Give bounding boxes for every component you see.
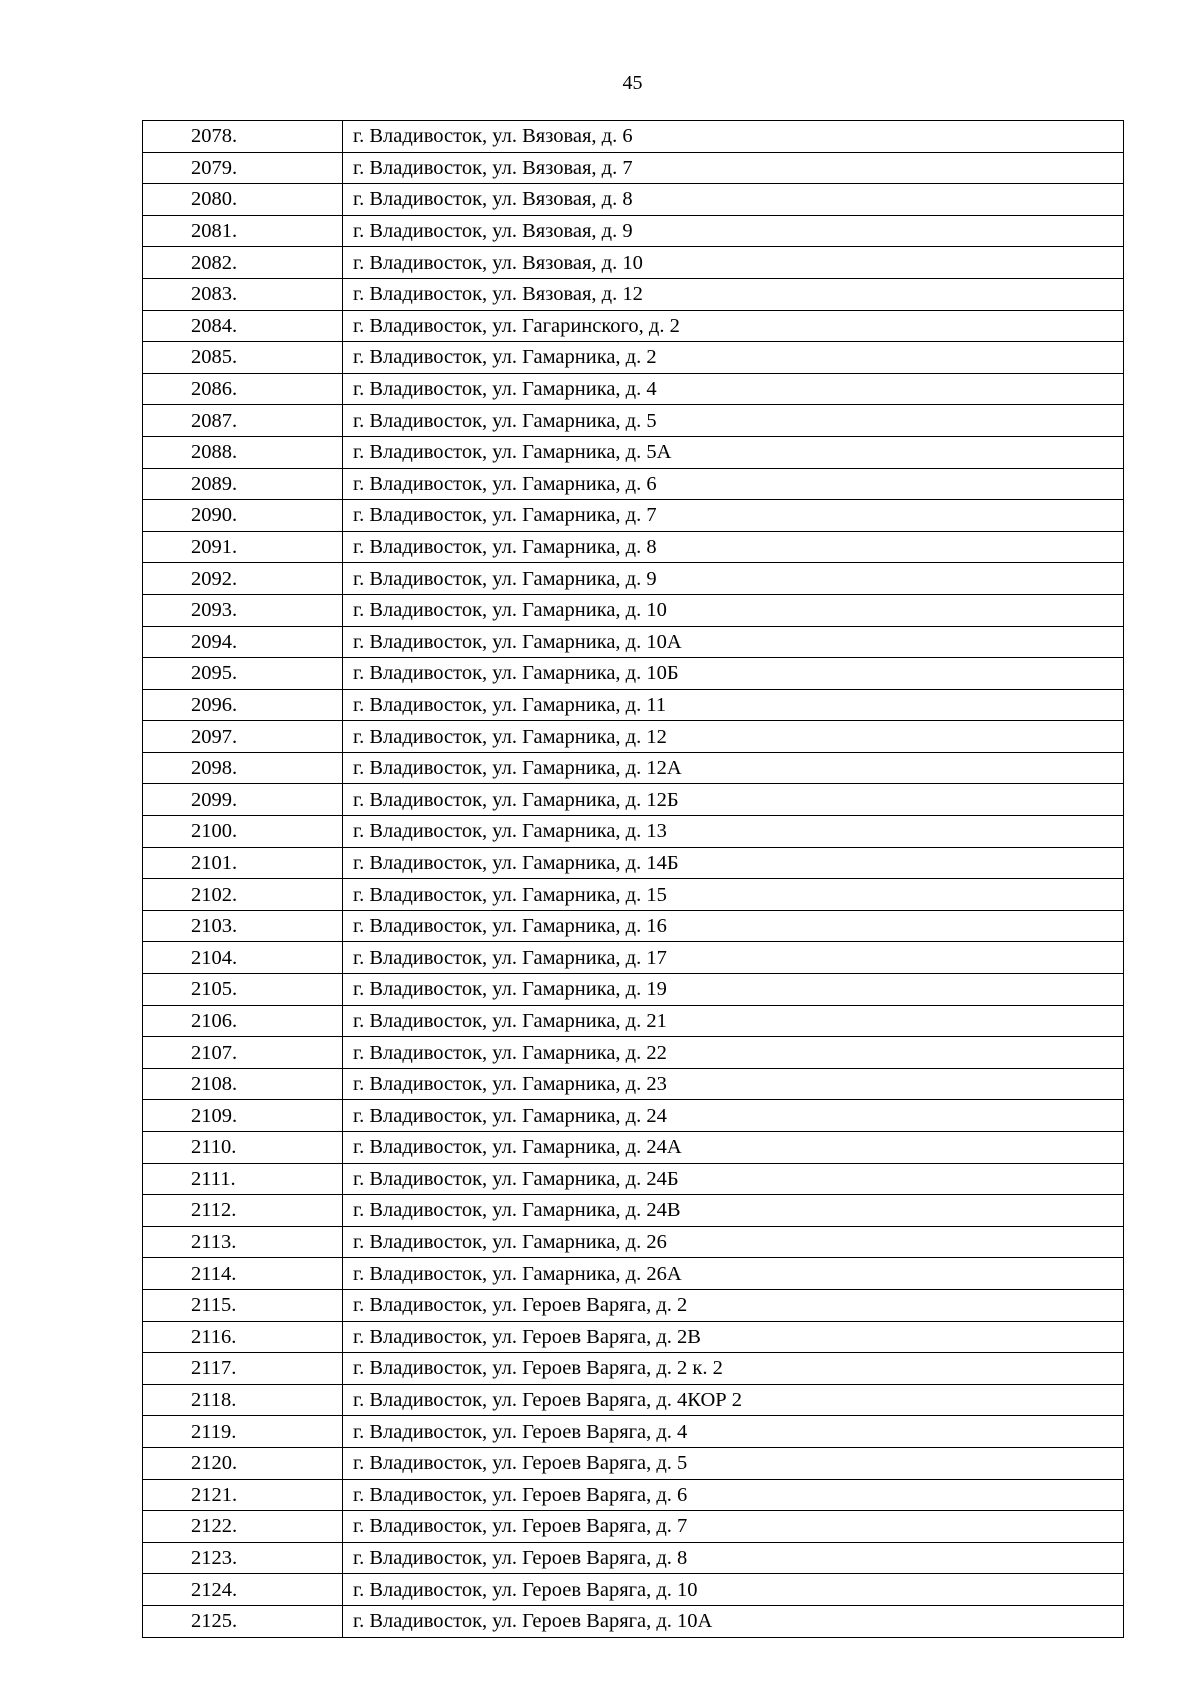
table-row [143,184,1124,216]
row-address: г. Владивосток, ул. Героев Варяга, д. 5 [343,1447,1124,1479]
row-number: 2083. [143,278,343,310]
table-row [143,1321,1124,1353]
row-number: 2105. [143,974,343,1006]
row-number: 2115. [143,1289,343,1321]
table-row [143,1289,1124,1321]
table-row [143,879,1124,911]
row-number: 2091. [143,531,343,563]
row-number: 2123. [143,1542,343,1574]
row-number: 2120. [143,1447,343,1479]
row-address: г. Владивосток, ул. Гамарника, д. 23 [343,1068,1124,1100]
row-number: 2107. [143,1037,343,1069]
table-row [143,342,1124,374]
row-number: 2079. [143,152,343,184]
table-row [143,278,1124,310]
row-address: г. Владивосток, ул. Гамарника, д. 24А [343,1132,1124,1164]
table-row [143,847,1124,879]
row-number: 2124. [143,1574,343,1606]
row-number: 2102. [143,879,343,911]
table-row [143,310,1124,342]
table-row [143,784,1124,816]
row-number: 2081. [143,215,343,247]
row-number: 2114. [143,1258,343,1290]
row-address: г. Владивосток, ул. Гамарника, д. 8 [343,531,1124,563]
table-row [143,1226,1124,1258]
row-address: г. Владивосток, ул. Героев Варяга, д. 2В [343,1321,1124,1353]
row-number: 2086. [143,373,343,405]
table-row [143,531,1124,563]
row-address: г. Владивосток, ул. Гамарника, д. 2 [343,342,1124,374]
table-row [143,594,1124,626]
table-row [143,373,1124,405]
table-row [143,942,1124,974]
row-address: г. Владивосток, ул. Гамарника, д. 10Б [343,658,1124,690]
row-address: г. Владивосток, ул. Гамарника, д. 26А [343,1258,1124,1290]
row-number: 2109. [143,1100,343,1132]
row-address: г. Владивосток, ул. Героев Варяга, д. 6 [343,1479,1124,1511]
table-row [143,436,1124,468]
table-row [143,816,1124,848]
table-row [143,974,1124,1006]
table-row [143,626,1124,658]
row-number: 2084. [143,310,343,342]
row-number: 2097. [143,721,343,753]
row-address: г. Владивосток, ул. Гамарника, д. 19 [343,974,1124,1006]
table-row [143,1195,1124,1227]
row-number: 2080. [143,184,343,216]
row-number: 2101. [143,847,343,879]
row-number: 2112. [143,1195,343,1227]
table-row [143,1068,1124,1100]
row-number: 2099. [143,784,343,816]
table-row [143,500,1124,532]
row-address: г. Владивосток, ул. Гамарника, д. 13 [343,816,1124,848]
table-row [143,721,1124,753]
row-address: г. Владивосток, ул. Гамарника, д. 14Б [343,847,1124,879]
table-row [143,1100,1124,1132]
table-row [143,689,1124,721]
row-address: г. Владивосток, ул. Гагаринского, д. 2 [343,310,1124,342]
row-address: г. Владивосток, ул. Вязовая, д. 8 [343,184,1124,216]
row-number: 2122. [143,1511,343,1543]
table-row [143,563,1124,595]
row-address: г. Владивосток, ул. Гамарника, д. 10 [343,594,1124,626]
row-address: г. Владивосток, ул. Гамарника, д. 17 [343,942,1124,974]
row-address: г. Владивосток, ул. Героев Варяга, д. 2 [343,1289,1124,1321]
table-row [143,215,1124,247]
row-address: г. Владивосток, ул. Вязовая, д. 6 [343,121,1124,153]
table-row [143,1416,1124,1448]
row-number: 2094. [143,626,343,658]
row-number: 2113. [143,1226,343,1258]
row-address: г. Владивосток, ул. Вязовая, д. 9 [343,215,1124,247]
row-address: г. Владивосток, ул. Героев Варяга, д. 7 [343,1511,1124,1543]
row-address: г. Владивосток, ул. Гамарника, д. 16 [343,910,1124,942]
row-number: 2082. [143,247,343,279]
row-address: г. Владивосток, ул. Гамарника, д. 7 [343,500,1124,532]
row-number: 2087. [143,405,343,437]
table-row [143,1542,1124,1574]
row-number: 2108. [143,1068,343,1100]
row-number: 2104. [143,942,343,974]
table-row [143,247,1124,279]
table-row [143,1005,1124,1037]
row-number: 2089. [143,468,343,500]
row-number: 2119. [143,1416,343,1448]
row-address: г. Владивосток, ул. Гамарника, д. 12 [343,721,1124,753]
table-row [143,1037,1124,1069]
row-number: 2121. [143,1479,343,1511]
table-row [143,121,1124,153]
row-number: 2098. [143,752,343,784]
table-row [143,1511,1124,1543]
row-address: г. Владивосток, ул. Вязовая, д. 12 [343,278,1124,310]
row-number: 2106. [143,1005,343,1037]
row-address: г. Владивосток, ул. Гамарника, д. 15 [343,879,1124,911]
table-row [143,1258,1124,1290]
table-row [143,910,1124,942]
address-table [142,120,1124,1638]
table-row [143,658,1124,690]
table-row [143,1605,1124,1637]
row-address: г. Владивосток, ул. Гамарника, д. 24Б [343,1163,1124,1195]
table-row [143,1447,1124,1479]
page-number: 45 [622,72,643,94]
row-address: г. Владивосток, ул. Вязовая, д. 10 [343,247,1124,279]
row-address: г. Владивосток, ул. Гамарника, д. 5 [343,405,1124,437]
row-number: 2125. [143,1605,343,1637]
row-address: г. Владивосток, ул. Гамарника, д. 24В [343,1195,1124,1227]
row-number: 2093. [143,594,343,626]
row-number: 2116. [143,1321,343,1353]
row-address: г. Владивосток, ул. Героев Варяга, д. 10 [343,1574,1124,1606]
row-address: г. Владивосток, ул. Гамарника, д. 12Б [343,784,1124,816]
row-number: 2096. [143,689,343,721]
row-number: 2118. [143,1384,343,1416]
row-number: 2103. [143,910,343,942]
row-address: г. Владивосток, ул. Гамарника, д. 12А [343,752,1124,784]
table-row [143,1384,1124,1416]
table-row [143,1479,1124,1511]
table-row [143,1163,1124,1195]
row-number: 2078. [143,121,343,153]
row-number: 2111. [143,1163,343,1195]
row-address: г. Владивосток, ул. Гамарника, д. 26 [343,1226,1124,1258]
row-address: г. Владивосток, ул. Гамарника, д. 22 [343,1037,1124,1069]
row-number: 2117. [143,1353,343,1385]
row-number: 2100. [143,816,343,848]
table-row [143,1574,1124,1606]
row-address: г. Владивосток, ул. Гамарника, д. 9 [343,563,1124,595]
row-address: г. Владивосток, ул. Гамарника, д. 5А [343,436,1124,468]
table-row [143,468,1124,500]
row-address: г. Владивосток, ул. Вязовая, д. 7 [343,152,1124,184]
row-number: 2092. [143,563,343,595]
table-row [143,1132,1124,1164]
row-address: г. Владивосток, ул. Героев Варяга, д. 4 [343,1416,1124,1448]
row-number: 2088. [143,436,343,468]
row-address: г. Владивосток, ул. Гамарника, д. 11 [343,689,1124,721]
row-number: 2085. [143,342,343,374]
row-address: г. Владивосток, ул. Гамарника, д. 21 [343,1005,1124,1037]
row-address: г. Владивосток, ул. Гамарника, д. 10А [343,626,1124,658]
row-address: г. Владивосток, ул. Героев Варяга, д. 4КОР 2 [343,1384,1124,1416]
table-row [143,752,1124,784]
table-row [143,152,1124,184]
row-number: 2095. [143,658,343,690]
address-table-body [143,121,1124,1638]
row-number: 2110. [143,1132,343,1164]
row-address: г. Владивосток, ул. Гамарника, д. 24 [343,1100,1124,1132]
table-row [143,1353,1124,1385]
row-address: г. Владивосток, ул. Героев Варяга, д. 2 к. 2 [343,1353,1124,1385]
row-address: г. Владивосток, ул. Гамарника, д. 4 [343,373,1124,405]
row-address: г. Владивосток, ул. Гамарника, д. 6 [343,468,1124,500]
table-row [143,405,1124,437]
row-address: г. Владивосток, ул. Героев Варяга, д. 8 [343,1542,1124,1574]
row-number: 2090. [143,500,343,532]
row-address: г. Владивосток, ул. Героев Варяга, д. 10А [343,1605,1124,1637]
